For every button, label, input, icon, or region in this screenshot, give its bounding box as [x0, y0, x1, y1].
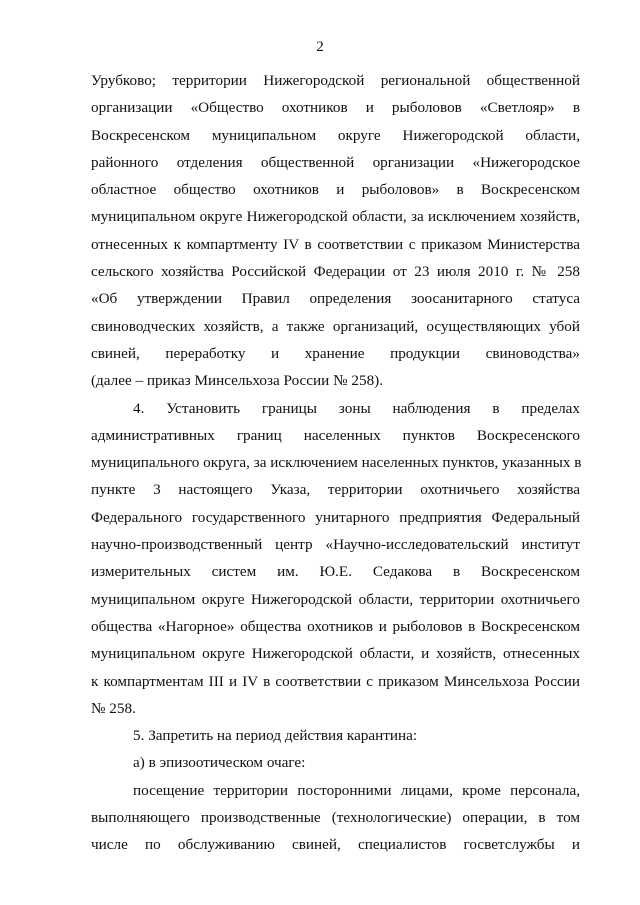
- text-line: (далее – приказ Минсельхоза России № 258).: [91, 372, 384, 390]
- text-line: муниципальном округе Нижегородской области, за исключением хозяйств,: [91, 208, 580, 226]
- text-line: сельского хозяйства Российской Федерации от 23 июля 2010 г. № 258: [91, 263, 580, 281]
- text-line: муниципальном округе Нижегородской области, и хозяйств, отнесенных: [91, 645, 580, 663]
- text-line: районного отделения общественной организации «Нижегородское: [91, 153, 580, 171]
- text-line: Урубково; территории Нижегородской региональной общественной: [91, 72, 580, 89]
- text-line: № 258.: [91, 699, 136, 717]
- subparagraph-a: а) в эпизоотическом очаге:: [133, 754, 306, 772]
- text-line: посещение территории посторонними лицами, кроме персонала,: [133, 781, 580, 799]
- text-line: пункте 3 настоящего Указа, территории охотничьего хозяйства: [91, 481, 580, 499]
- text-line: Федерального государственного унитарного предприятия Федеральный: [91, 508, 580, 526]
- text-line: выполняющего производственные (технологические) операции, в том: [91, 809, 580, 827]
- paragraph-5-first-line: 5. Запретить на период действия карантина:: [133, 727, 418, 745]
- text-line: отнесенных к компартменту IV в соответствии с приказом Министерства: [91, 235, 580, 253]
- text-line: муниципальном округе Нижегородской области, территории охотничьего: [91, 590, 580, 608]
- text-line: «Об утверждении Правил определения зоосанитарного статуса: [91, 290, 580, 308]
- text-line: числе по обслуживанию свиней, специалистов госветслужбы и: [91, 836, 580, 854]
- text-line: к компартментам III и IV в соответствии с приказом Минсельхоза России: [91, 672, 580, 690]
- text-line: свиноводческих хозяйств, а также организаций, осуществляющих убой: [91, 317, 580, 335]
- text-line: научно-производственный центр «Научно-исследовательский институт: [91, 536, 580, 554]
- text-line: измерительных систем им. Ю.Е. Седакова в Воскресенском: [91, 563, 580, 581]
- text-line: свиней, переработку и хранение продукции свиноводства»: [91, 344, 580, 362]
- text-line: административных границ населенных пунктов Воскресенского: [91, 426, 580, 444]
- paragraph-4-first-line: 4. Установить границы зоны наблюдения в пределах: [133, 399, 580, 417]
- text-line: организации «Общество охотников и рыболовов «Светлояр» в: [91, 99, 580, 117]
- text-line: муниципального округа, за исключением населенных пунктов, указанных в: [91, 454, 582, 472]
- document-body: [91, 67, 580, 859]
- page-number: 2: [316, 39, 324, 55]
- text-line: областное общество охотников и рыболовов» в Воскресенском: [91, 181, 580, 199]
- text-line: общества «Нагорное» общества охотников и рыболовов в Воскресенском: [91, 617, 580, 635]
- text-line: Воскресенском муниципальном округе Нижегородской области,: [91, 126, 580, 144]
